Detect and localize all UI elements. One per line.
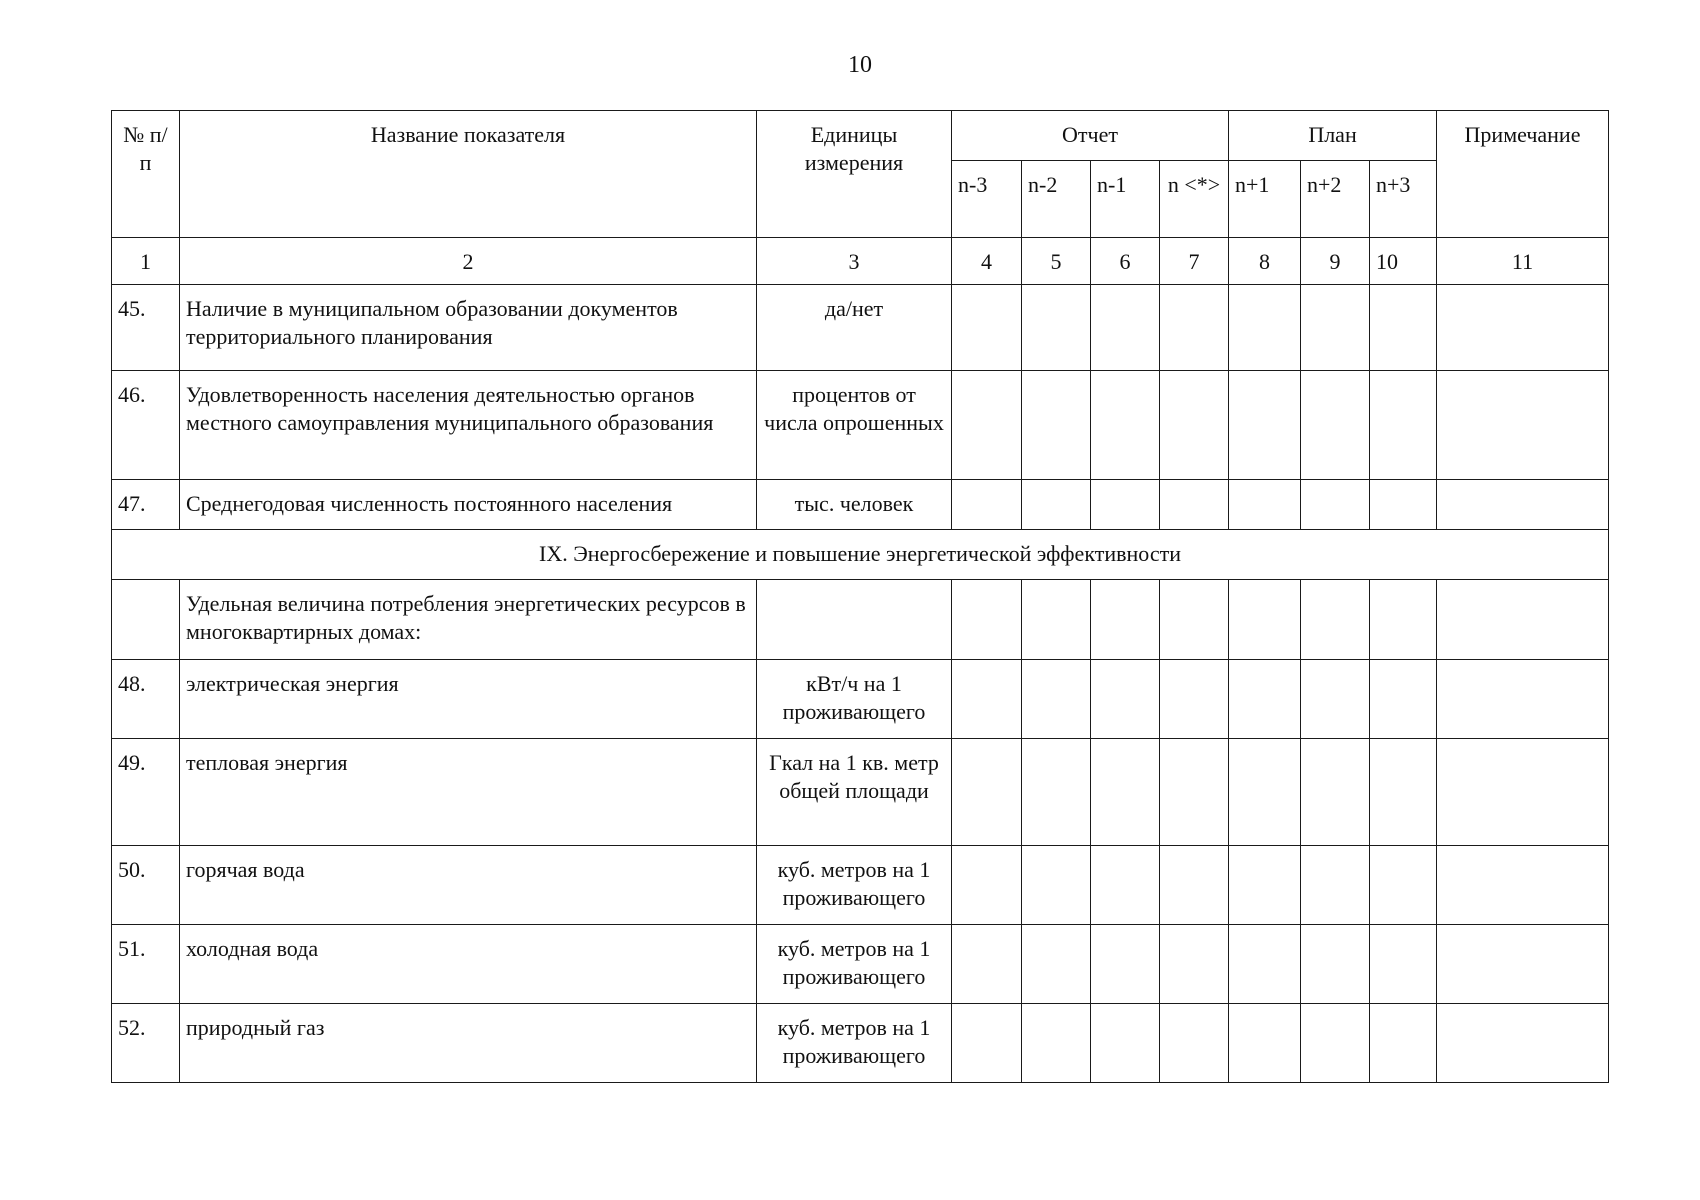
column-number: 2 xyxy=(180,238,757,285)
header-plan: План xyxy=(1229,111,1437,161)
value-cell xyxy=(1370,371,1437,480)
column-number: 11 xyxy=(1437,238,1609,285)
column-number: 10 xyxy=(1370,238,1437,285)
column-number: 3 xyxy=(757,238,952,285)
value-cell xyxy=(1022,371,1091,480)
indicator-units: кВт/ч на 1 проживающего xyxy=(757,660,952,739)
value-cell xyxy=(1370,285,1437,371)
value-cell xyxy=(1160,480,1229,530)
note-cell xyxy=(1437,480,1609,530)
indicator-units: куб. метров на 1 проживающего xyxy=(757,1004,952,1083)
section-title: IX. Энергосбережение и повышение энергетической эффективности xyxy=(112,530,1609,580)
table-row xyxy=(112,925,1609,1004)
value-cell xyxy=(1229,371,1301,480)
header-period: n-3 xyxy=(952,161,1022,238)
value-cell xyxy=(952,1004,1022,1083)
value-cell xyxy=(952,580,1022,660)
column-number: 9 xyxy=(1301,238,1370,285)
note-cell xyxy=(1437,925,1609,1004)
value-cell xyxy=(1229,739,1301,846)
value-cell xyxy=(1370,480,1437,530)
value-cell xyxy=(1229,1004,1301,1083)
value-cell xyxy=(952,739,1022,846)
value-cell xyxy=(1229,846,1301,925)
table-row xyxy=(112,1004,1609,1083)
value-cell xyxy=(1370,846,1437,925)
table-row xyxy=(112,371,1609,480)
section-row xyxy=(112,530,1609,580)
note-cell xyxy=(1437,1004,1609,1083)
value-cell xyxy=(1229,285,1301,371)
value-cell xyxy=(1160,846,1229,925)
value-cell xyxy=(1160,371,1229,480)
indicator-name: горячая вода xyxy=(180,846,757,925)
row-number: 48. xyxy=(112,660,180,739)
value-cell xyxy=(1091,1004,1160,1083)
column-number: 1 xyxy=(112,238,180,285)
table-row xyxy=(112,285,1609,371)
row-number: 51. xyxy=(112,925,180,1004)
value-cell xyxy=(1370,1004,1437,1083)
indicator-name: Среднегодовая численность постоянного населения xyxy=(180,480,757,530)
value-cell xyxy=(952,925,1022,1004)
value-cell xyxy=(1022,925,1091,1004)
note-cell xyxy=(1437,285,1609,371)
indicator-units xyxy=(757,580,952,660)
value-cell xyxy=(1022,739,1091,846)
value-cell xyxy=(1091,580,1160,660)
row-number: 50. xyxy=(112,846,180,925)
value-cell xyxy=(1370,580,1437,660)
header-units: Единицы измерения xyxy=(757,111,952,238)
value-cell xyxy=(1301,846,1370,925)
value-cell xyxy=(1022,660,1091,739)
value-cell xyxy=(1160,739,1229,846)
indicator-name: природный газ xyxy=(180,1004,757,1083)
value-cell xyxy=(1301,480,1370,530)
row-number: 45. xyxy=(112,285,180,371)
value-cell xyxy=(1301,580,1370,660)
value-cell xyxy=(1022,285,1091,371)
value-cell xyxy=(1160,925,1229,1004)
value-cell xyxy=(1160,660,1229,739)
value-cell xyxy=(1370,739,1437,846)
column-number: 4 xyxy=(952,238,1022,285)
indicator-name: электрическая энергия xyxy=(180,660,757,739)
value-cell xyxy=(1229,925,1301,1004)
header-name: Название показателя xyxy=(180,111,757,238)
value-cell xyxy=(1301,1004,1370,1083)
table-row xyxy=(112,480,1609,530)
header-period: n-1 xyxy=(1091,161,1160,238)
note-cell xyxy=(1437,371,1609,480)
value-cell xyxy=(1160,285,1229,371)
page-number: 10 xyxy=(848,52,872,78)
column-number: 7 xyxy=(1160,238,1229,285)
row-number: 49. xyxy=(112,739,180,846)
value-cell xyxy=(1229,480,1301,530)
value-cell xyxy=(1091,925,1160,1004)
value-cell xyxy=(952,660,1022,739)
value-cell xyxy=(1022,480,1091,530)
indicator-name: Удельная величина потребления энергетических ресурсов в многоквартирных домах: xyxy=(180,580,757,660)
header-report: Отчет xyxy=(952,111,1229,161)
column-number: 8 xyxy=(1229,238,1301,285)
indicator-units: куб. метров на 1 проживающего xyxy=(757,925,952,1004)
value-cell xyxy=(1301,739,1370,846)
value-cell xyxy=(952,846,1022,925)
value-cell xyxy=(1160,1004,1229,1083)
value-cell xyxy=(1091,660,1160,739)
note-cell xyxy=(1437,580,1609,660)
value-cell xyxy=(1091,739,1160,846)
value-cell xyxy=(1091,285,1160,371)
value-cell xyxy=(1301,371,1370,480)
value-cell xyxy=(952,480,1022,530)
header-period: n+2 xyxy=(1301,161,1370,238)
indicator-units: процентов от числа опрошенных xyxy=(757,371,952,480)
indicator-name: Наличие в муниципальном образовании документов территориального планирования xyxy=(180,285,757,371)
row-number: 52. xyxy=(112,1004,180,1083)
value-cell xyxy=(1022,846,1091,925)
column-number: 6 xyxy=(1091,238,1160,285)
value-cell xyxy=(1022,1004,1091,1083)
indicator-name: холодная вода xyxy=(180,925,757,1004)
header-period: n+3 xyxy=(1370,161,1437,238)
column-number-row xyxy=(112,238,1609,285)
table-row xyxy=(112,739,1609,846)
header-row-1 xyxy=(112,111,1609,161)
header-num: № п/п xyxy=(112,111,180,238)
table-row xyxy=(112,660,1609,739)
note-cell xyxy=(1437,846,1609,925)
header-period: n-2 xyxy=(1022,161,1091,238)
value-cell xyxy=(1301,285,1370,371)
note-cell xyxy=(1437,739,1609,846)
indicator-units: куб. метров на 1 проживающего xyxy=(757,846,952,925)
indicator-name: Удовлетворенность населения деятельностью органов местного самоуправления муниципального образования xyxy=(180,371,757,480)
indicator-units: да/нет xyxy=(757,285,952,371)
subheading-row xyxy=(112,580,1609,660)
value-cell xyxy=(952,285,1022,371)
header-period: n <*> xyxy=(1160,161,1229,238)
indicators-table xyxy=(111,110,1609,1083)
note-cell xyxy=(1437,660,1609,739)
indicator-units: тыс. человек xyxy=(757,480,952,530)
value-cell xyxy=(1301,925,1370,1004)
value-cell xyxy=(1370,925,1437,1004)
value-cell xyxy=(1091,480,1160,530)
row-number: 47. xyxy=(112,480,180,530)
value-cell xyxy=(1022,580,1091,660)
header-period: n+1 xyxy=(1229,161,1301,238)
column-number: 5 xyxy=(1022,238,1091,285)
value-cell xyxy=(1370,660,1437,739)
value-cell xyxy=(1091,371,1160,480)
value-cell xyxy=(1091,846,1160,925)
value-cell xyxy=(952,371,1022,480)
row-number xyxy=(112,580,180,660)
indicator-units: Гкал на 1 кв. метр общей площади xyxy=(757,739,952,846)
value-cell xyxy=(1229,660,1301,739)
value-cell xyxy=(1160,580,1229,660)
header-note: Примечание xyxy=(1437,111,1609,238)
row-number: 46. xyxy=(112,371,180,480)
value-cell xyxy=(1301,660,1370,739)
indicator-name: тепловая энергия xyxy=(180,739,757,846)
table-row xyxy=(112,846,1609,925)
value-cell xyxy=(1229,580,1301,660)
